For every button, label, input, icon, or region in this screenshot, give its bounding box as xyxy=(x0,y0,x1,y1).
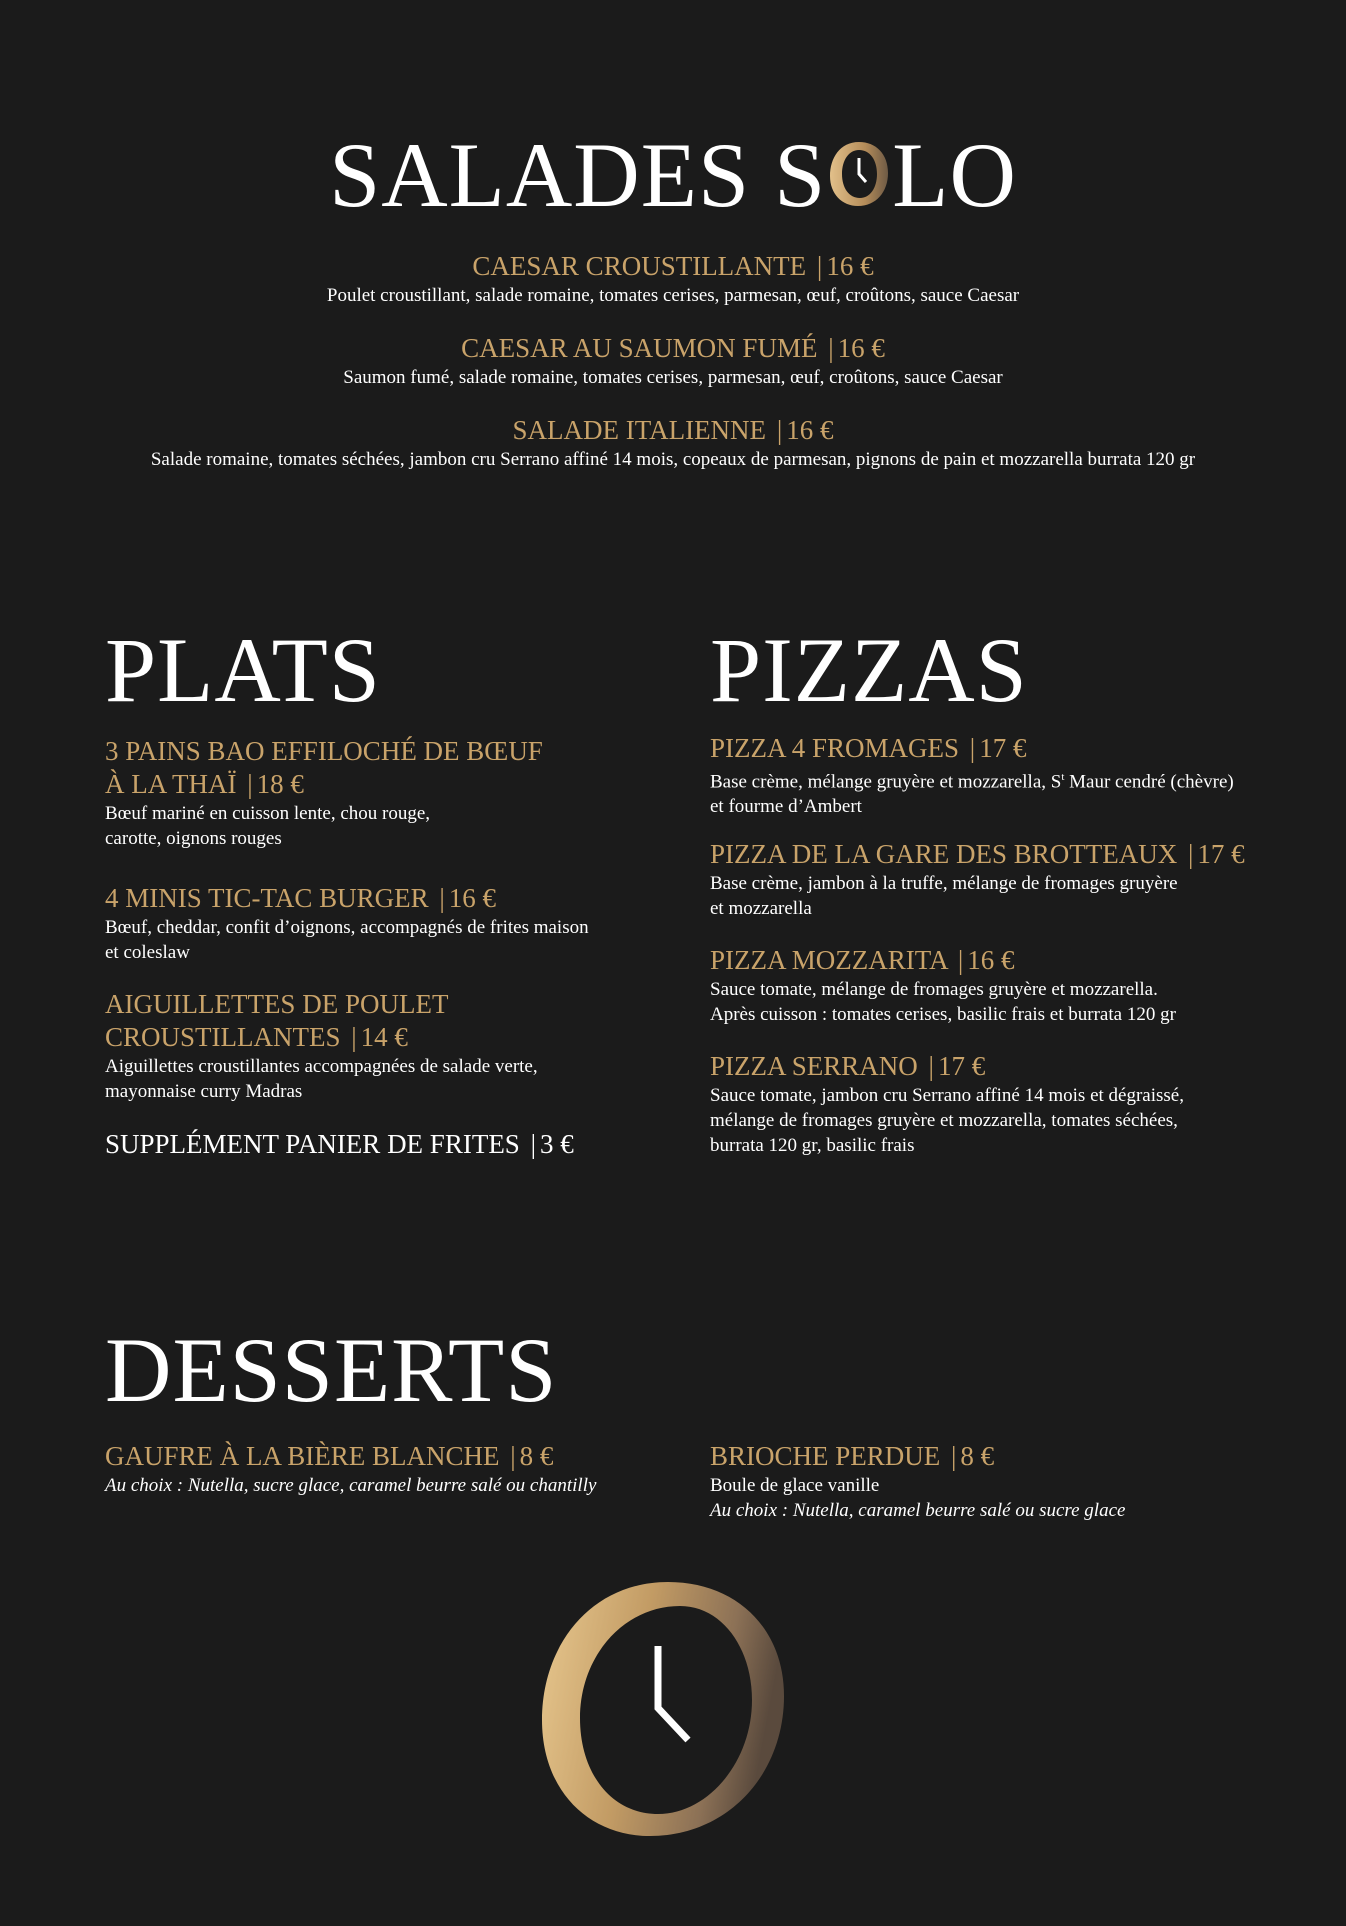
pizza-name: PIZZA SERRANO xyxy=(710,1051,918,1081)
plat-price: 16 € xyxy=(448,883,497,913)
pizza-desc-sup: t xyxy=(1061,771,1065,783)
dessert-price: 8 € xyxy=(960,1441,995,1471)
separator: | xyxy=(439,883,445,913)
plat-desc-line2: carotte, oignons rouges xyxy=(105,828,282,849)
separator: | xyxy=(969,733,976,763)
plat-desc-line2: mayonnaise curry Madras xyxy=(105,1081,303,1102)
pizza-name: PIZZA 4 FROMAGES xyxy=(710,733,960,763)
salade-desc: Saumon fumé, salade romaine, tomates cerises, parmesan, œuf, croûtons, sauce Caesar xyxy=(343,367,1003,388)
dessert-item-2 xyxy=(710,1440,1270,1523)
pizza-desc-part: Base crème, mélange gruyère et mozzarella, S xyxy=(710,771,1062,793)
salade-name: CAESAR AU SAUMON FUMÉ xyxy=(461,333,818,363)
plat-supplement xyxy=(105,1128,625,1161)
pizza-desc-line3: burrata 120 gr, basilic frais xyxy=(710,1135,915,1156)
plat-price: 14 € xyxy=(360,1022,408,1052)
pizza-desc-line1 xyxy=(710,765,1270,794)
salade-price: 16 € xyxy=(837,333,885,363)
pizza-price: 17 € xyxy=(937,1051,986,1081)
pizza-item-2 xyxy=(710,838,1270,921)
plat-desc-line2: et coleslaw xyxy=(105,942,190,963)
salade-item-1 xyxy=(0,250,1346,308)
pizza-price: 16 € xyxy=(967,945,1015,975)
salade-desc: Poulet croustillant, salade romaine, tomates cerises, parmesan, œuf, croûtons, sauce Caesar xyxy=(326,285,1020,306)
plat-price: 18 € xyxy=(256,769,304,799)
pizzas-title: PIZZAS xyxy=(710,619,1028,721)
pizza-desc-line2: et fourme d’Ambert xyxy=(710,796,862,818)
clock-o-logo-icon xyxy=(540,1578,786,1840)
salade-price: 16 € xyxy=(786,415,834,445)
separator: | xyxy=(510,1441,516,1471)
pizza-desc-line1: Sauce tomate, jambon cru Serrano affiné 14 mois et dégraissé, xyxy=(710,1085,1184,1106)
salades-title-text-2: LO xyxy=(892,124,1017,226)
desserts-title: DESSERTS xyxy=(105,1319,558,1421)
pizza-name: PIZZA MOZZARITA xyxy=(710,945,948,975)
dessert-desc-italic: Au choix : Nutella, sucre glace, caramel beurre salé ou chantilly xyxy=(105,1475,597,1496)
pizza-item-4 xyxy=(710,1050,1270,1158)
plat-desc-line1: Bœuf, cheddar, confit d’oignons, accompagnés de frites maison xyxy=(105,917,589,938)
desserts-section xyxy=(105,1320,805,1420)
dessert-desc: Boule de glace vanille xyxy=(710,1475,880,1496)
salade-price: 16 € xyxy=(826,251,874,281)
separator: | xyxy=(957,945,964,975)
plat-desc-line1: Bœuf mariné en cuisson lente, chou rouge, xyxy=(105,803,431,824)
plat-desc-line1: Aiguillettes croustillantes accompagnées de salade verte, xyxy=(105,1056,538,1077)
salade-desc: Salade romaine, tomates séchées, jambon cru Serrano affiné 14 mois, copeaux de parmesan, pignons de pain et mozzarella burrata 120 gr xyxy=(150,449,1196,470)
separator: | xyxy=(247,769,253,799)
plats-section xyxy=(105,620,625,720)
separator: | xyxy=(1188,839,1194,869)
plat-item-1 xyxy=(105,735,625,851)
pizza-name: PIZZA DE LA GARE DES BROTTEAUX xyxy=(710,839,1178,869)
pizza-desc-line2: mélange de fromages gruyère et mozzarella, tomates séchées, xyxy=(710,1110,1178,1131)
plat-name-line1: AIGUILLETTES DE POULET xyxy=(105,989,449,1019)
plat-name-line2: À LA THAÏ xyxy=(105,769,237,799)
salades-title-text-1: SALADES S xyxy=(329,124,827,226)
dessert-item-1 xyxy=(105,1440,665,1498)
pizzas-section xyxy=(710,620,1270,720)
pizza-desc-line2: Après cuisson : tomates cerises, basilic frais et burrata 120 gr xyxy=(710,1004,1176,1025)
pizza-item-1 xyxy=(710,732,1270,819)
salade-item-3 xyxy=(0,414,1346,472)
pizza-item-3 xyxy=(710,944,1270,1027)
plat-item-2 xyxy=(105,882,665,965)
separator: | xyxy=(530,1129,536,1159)
salade-item-2 xyxy=(0,332,1346,390)
pizza-price: 17 € xyxy=(1197,839,1245,869)
pizza-desc-part: Maur cendré (chèvre) xyxy=(1064,771,1234,793)
supplement-price: 3 € xyxy=(539,1129,574,1159)
dessert-name: BRIOCHE PERDUE xyxy=(710,1441,941,1471)
plat-name-line1: 3 PAINS BAO EFFILOCHÉ DE BŒUF xyxy=(105,736,543,766)
separator: | xyxy=(928,1051,934,1081)
plats-title: PLATS xyxy=(105,619,381,721)
clock-o-small-icon xyxy=(828,140,890,208)
separator: | xyxy=(816,251,823,281)
plat-item-3 xyxy=(105,988,625,1104)
salade-name: SALADE ITALIENNE xyxy=(512,415,767,445)
pizza-desc-line2: et mozzarella xyxy=(710,898,812,919)
separator: | xyxy=(776,415,783,445)
pizza-desc-line1: Sauce tomate, mélange de fromages gruyère et mozzarella. xyxy=(710,979,1158,1000)
dessert-price: 8 € xyxy=(519,1441,554,1471)
dessert-name: GAUFRE À LA BIÈRE BLANCHE xyxy=(105,1441,500,1471)
supplement-name: SUPPLÉMENT PANIER DE FRITES xyxy=(105,1129,520,1159)
separator: | xyxy=(951,1441,957,1471)
dessert-desc-italic: Au choix : Nutella, caramel beurre salé ou sucre glace xyxy=(710,1500,1126,1521)
pizza-price: 17 € xyxy=(979,733,1027,763)
separator: | xyxy=(828,333,834,363)
salades-title xyxy=(0,125,1346,225)
separator: | xyxy=(351,1022,357,1052)
plat-name: 4 MINIS TIC-TAC BURGER xyxy=(105,883,429,913)
pizza-desc-line1: Base crème, jambon à la truffe, mélange de fromages gruyère xyxy=(710,873,1178,894)
salade-name: CAESAR CROUSTILLANTE xyxy=(472,251,807,281)
plat-name-line2: CROUSTILLANTES xyxy=(105,1022,341,1052)
